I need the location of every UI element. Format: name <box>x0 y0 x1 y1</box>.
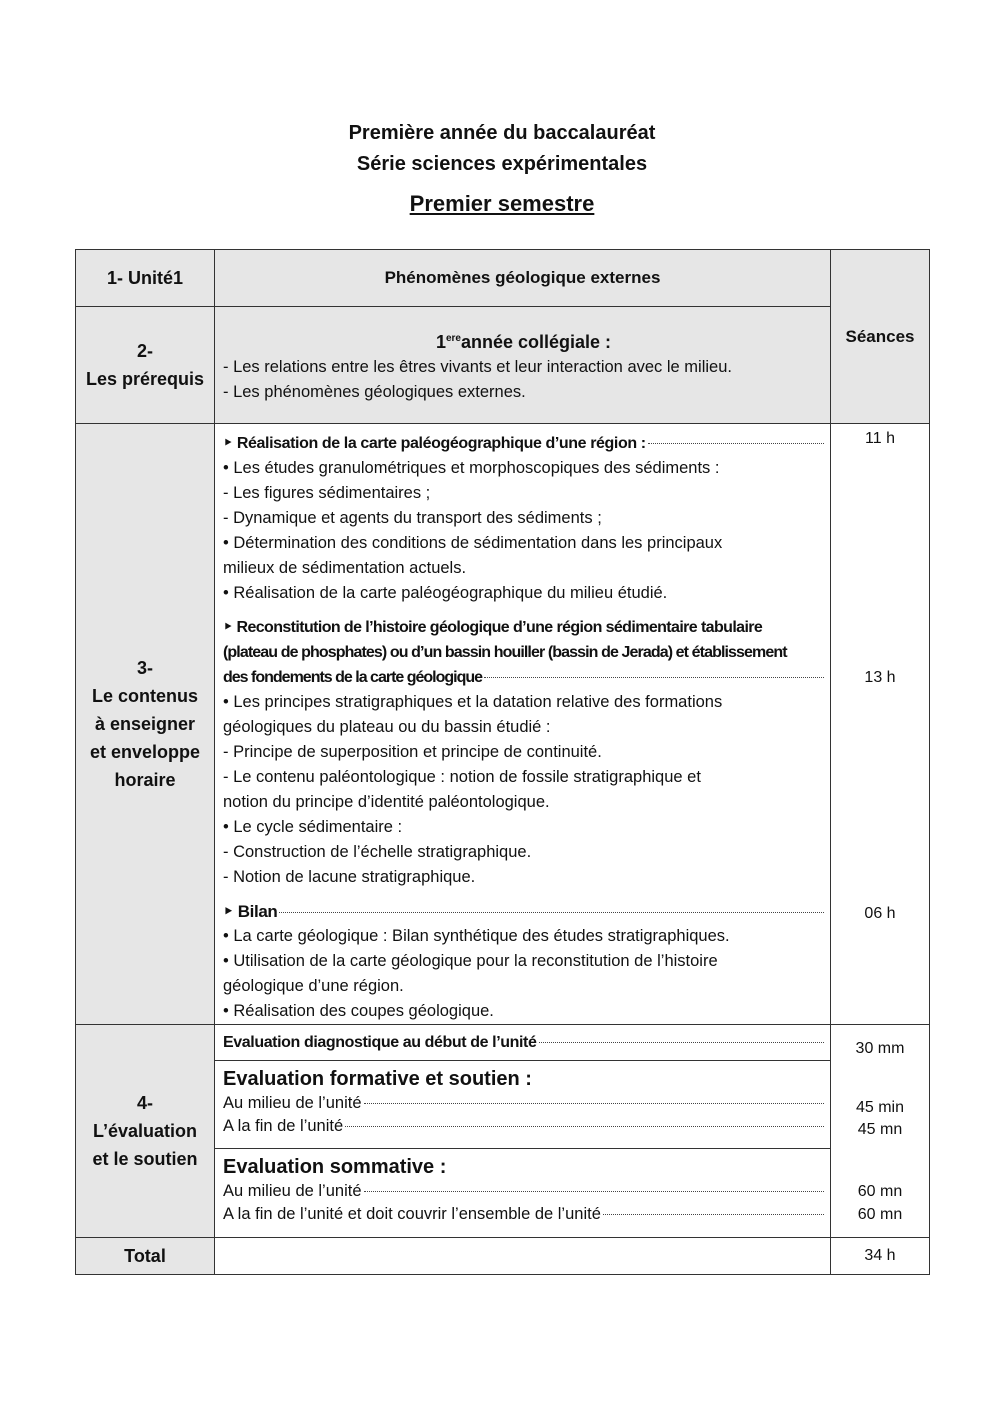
diag-text: Evaluation diagnostique au début de l’unité <box>223 1034 537 1051</box>
content-line: milieux de sédimentation actuels. <box>223 559 467 577</box>
program-table <box>75 249 930 1275</box>
prerequis-number: 2- <box>136 341 153 361</box>
evaluation-label-line: L’évaluation <box>92 1121 198 1141</box>
content-line: géologique d’une région. <box>223 977 404 995</box>
evaluation-label-line: et le soutien <box>92 1149 198 1169</box>
block2-title <box>223 615 824 690</box>
unit-title-cell <box>215 250 831 307</box>
prerequis-heading-text: année collégiale : <box>460 331 612 352</box>
doc-title-line1: Première année du baccalauréat <box>348 122 656 144</box>
content-line: • Réalisation des coupes géologique. <box>223 1002 494 1020</box>
content-number: 3- <box>136 658 153 678</box>
content-line: - Dynamique et agents du transport des sédiments ; <box>223 509 602 527</box>
sommative-time: 60 mn <box>857 1183 903 1200</box>
total-label-cell <box>76 1238 215 1275</box>
content-line: • Réalisation de la carte paléogéographique du milieu étudié. <box>223 584 668 602</box>
diag-section <box>215 1025 830 1061</box>
hours-block3: 06 h <box>864 905 896 922</box>
prerequis-line: - Les phénomènes géologiques externes. <box>223 382 526 401</box>
block2-title-line: des fondements de la carte géologique <box>223 669 483 686</box>
block2-title-line: Reconstitution de l’histoire géologique d’une région sédimentaire tabulaire <box>236 619 763 636</box>
content-label-line: et enveloppe <box>89 742 201 762</box>
bullet-icon: ‣ <box>223 619 237 636</box>
hours-block1: 11 h <box>865 430 895 447</box>
block1-title-text: Réalisation de la carte paléogéographique d’une région : <box>236 435 646 452</box>
formative-time: 45 min <box>855 1099 905 1116</box>
content-hours-cell <box>831 424 930 1025</box>
prerequis-heading-sup: ere <box>445 332 461 344</box>
content-line: - Construction de l’échelle stratigraphique. <box>223 843 532 861</box>
content-cell <box>215 424 831 1025</box>
total-value-cell <box>831 1238 930 1275</box>
content-line: • Les études granulométriques et morphoscopiques des sédiments : <box>223 459 720 477</box>
prerequis-label-cell <box>76 307 215 424</box>
content-line: • Le cycle sédimentaire : <box>223 818 403 836</box>
content-line: notion du principe d’identité paléontologique. <box>223 793 550 811</box>
content-line: • Détermination des conditions de sédimentation dans les principaux <box>223 534 723 552</box>
unit-label-cell <box>76 250 215 307</box>
unit-label: 1- Unité1 <box>106 268 184 288</box>
prerequis-heading-num: 1 <box>435 331 446 352</box>
doc-title-line2: Série sciences expérimentales <box>356 153 648 175</box>
sommative-time: 60 mn <box>857 1206 903 1223</box>
bullet-icon: ‣ <box>223 902 238 921</box>
content-label-line: horaire <box>114 770 176 790</box>
content-label-line: Le contenus <box>91 686 198 706</box>
formative-time: 45 mn <box>857 1121 903 1138</box>
formative-item: Au milieu de l’unité <box>223 1094 362 1112</box>
prerequis-label: Les prérequis <box>85 369 205 389</box>
content-line: - Le contenu paléontologique : notion de fossile stratigraphique et <box>223 768 701 786</box>
content-line: - Les figures sédimentaires ; <box>223 484 431 502</box>
content-line: • Les principes stratigraphiques et la datation relative des formations <box>223 693 723 711</box>
content-label-line: à enseigner <box>94 714 196 734</box>
content-line: • Utilisation de la carte géologique pour la reconstitution de l’histoire <box>223 952 718 970</box>
content-line: • La carte géologique : Bilan synthétique des études stratigraphiques. <box>223 927 730 945</box>
content-label-cell <box>76 424 215 1025</box>
content-line: - Principe de superposition et principe de continuité. <box>223 743 602 761</box>
block3-title <box>223 899 824 924</box>
total-value: 34 h <box>864 1247 896 1264</box>
formative-item: A la fin de l’unité <box>223 1117 344 1135</box>
formative-section <box>215 1061 830 1149</box>
evaluation-number: 4- <box>136 1093 153 1113</box>
evaluation-hours-cell <box>831 1025 930 1238</box>
sommative-section <box>215 1149 830 1237</box>
sommative-item: A la fin de l’unité et doit couvrir l’ensemble de l’unité <box>223 1205 601 1223</box>
block1-title <box>223 431 824 456</box>
prerequis-heading <box>223 326 824 355</box>
prerequis-content <box>215 307 831 424</box>
evaluation-label-cell <box>76 1025 215 1238</box>
content-line: géologiques du plateau ou du bassin étudié : <box>223 718 551 736</box>
hours-block2: 13 h <box>864 669 896 686</box>
prerequis-line: - Les relations entre les êtres vivants et leur interaction avec le milieu. <box>223 357 732 376</box>
content-line: - Notion de lacune stratigraphique. <box>223 868 476 886</box>
sommative-title: Evaluation sommative : <box>223 1156 447 1178</box>
evaluation-content <box>215 1025 831 1238</box>
total-label: Total <box>124 1246 166 1266</box>
total-empty-cell <box>215 1238 831 1275</box>
semester-heading: Premier semestre <box>409 191 595 216</box>
sommative-item: Au milieu de l’unité <box>223 1182 362 1200</box>
diag-time: 30 mm <box>855 1040 905 1057</box>
seances-header-label: Séances <box>845 326 915 346</box>
seances-header <box>831 250 930 424</box>
bullet-icon: ‣ <box>223 435 237 452</box>
block2-title-line: (plateau de phosphates) ou d’un bassin houiller (bassin de Jerada) et établissement <box>223 644 787 661</box>
block3-title-text: Bilan <box>237 902 278 921</box>
formative-title: Evaluation formative et soutien : <box>223 1068 532 1090</box>
unit-title: Phénomènes géologique externes <box>384 268 661 287</box>
